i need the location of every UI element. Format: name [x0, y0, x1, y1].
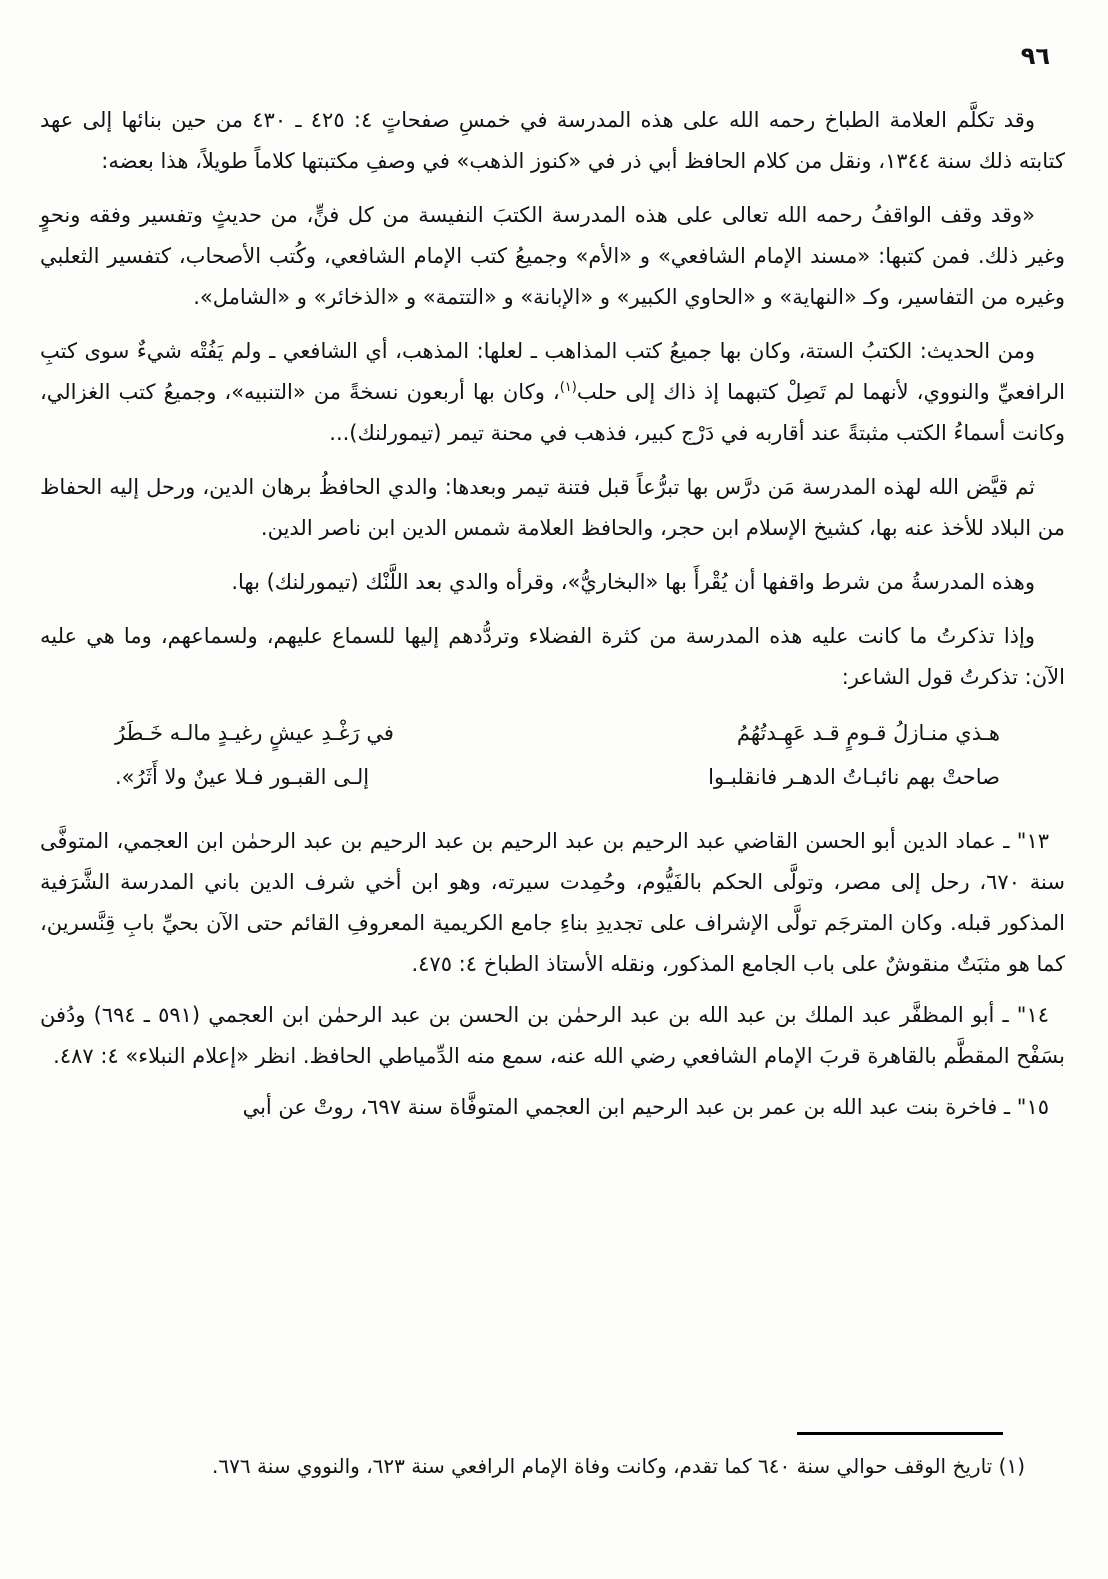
paragraph-remembrance: وإذا تذكرتُ ما كانت عليه هذه المدرسة من كثرة الفضلاء وتردُّدهم إليها للسماع عليهم، ولسماعهم، وما هي عليه الآن: تذكرتُ قول الشاعر:	[40, 624, 1065, 689]
bottom-footnote-text: تاريخ الوقف حوالي سنة ٦٤٠ كما تقدم، وكانت وفاة الإمام الرافعي سنة ٦٢٣، والنووي سنة ٦٧٦.	[212, 1454, 993, 1478]
footnote-separator-rule	[797, 1432, 1003, 1435]
page-number: ٩٦	[1020, 42, 1050, 70]
paragraph-tabbakh-intro: وقد تكلَّم العلامة الطباخ رحمه الله على هذه المدرسة في خمسِ صفحاتٍ ٤: ٤٢٥ ـ ٤٣٠ من حين بنائها إلى عهد كتابته ذلك سنة ١٣٤٤، ونقل من كلام الحافظ أبي ذر في «كنوز الذهب» في وصفِ مكتبتها كلاماً طويلاً، هذا بعضه:	[40, 108, 1065, 173]
paragraph-hadith-books	[40, 331, 1065, 454]
verse-1-left-hemistich: في رَغْـدِ عيشٍ رغيـدٍ مالـه خَـطَرُ	[115, 721, 394, 745]
poem-verse-1	[115, 711, 1000, 755]
page-footnote-area	[40, 1432, 1065, 1483]
note-13	[40, 821, 1065, 985]
paragraph-teachers: ثم قيَّض الله لهذه المدرسة مَن درَّس بها تبرُّعاً قبل فتنة تيمر وبعدها: والدي الحافظُ برهان الدين، ورحل إليه الحفاظ من البلاد للأخذ عنه بها، كشيخ الإسلام ابن حجر، والحافظ العلامة شمس الدين ابن ناصر الدين.	[40, 475, 1065, 540]
bottom-footnote	[40, 1449, 1065, 1483]
note-14	[40, 995, 1065, 1077]
footnote-reference-1: (١)	[559, 380, 577, 395]
paragraph-bukhari-condition: وهذه المدرسةُ من شرط واقفها أن يُقْرأَ بها «البخاريُّ»، وقرأه والدي بعد اللَّنْك (تيمورلنك) بها.	[231, 570, 1035, 594]
paragraph-text-before-footnote-ref: ومن الحديث: الكتبُ الستة، وكان بها جميعُ كتب المذاهب ـ لعلها: المذهب، أي الشافعي ـ ولم يَفُتْه شيءٌ سوى كتبِ الرافعيِّ والنووي، لأنهما لم تَصِلْ كتبهما إذ ذاك إلى حلب	[40, 339, 1065, 404]
verse-1-right-hemistich: هـذي منـازلُ قـومٍ قـد عَهِـدتُهُمُ	[736, 721, 1000, 745]
bottom-footnote-marker: (١)	[998, 1454, 1025, 1478]
verse-2-right-hemistich: صاحتْ بهم نائبـاتُ الدهـر فانقلبـوا	[708, 765, 1000, 789]
note-15	[40, 1087, 1065, 1128]
note-13-text: ـ عماد الدين أبو الحسن القاضي عبد الرحيم بن عبد الرحيم بن عبد الرحيم بن عبد الرحمٰن ابن العجمي، المتوفَّى سنة ٦٧٠، رحل إلى مصر، وتولَّى الحكم بالفَيُّوم، وحُمِدت سيرته، وهو ابن أخي شرف الدين باني المدرسة الشَّرَفية المذكور قبله. وكان المترجَم تولَّى الإشراف على تجديدِ بناءِ جامع الكريمية المعروفِ القائم حتى الآن بحيِّ بابِ قِنَّسرين، كما هو مثبَتٌ منقوشٌ على باب الجامع المذكور، ونقله الأستاذ الطباخ ٤: ٤٧٥.	[40, 829, 1065, 976]
paragraph-waqf-books: «وقد وقف الواقفُ رحمه الله تعالى على هذه المدرسة الكتبَ النفيسة من كل فنٍّ، من حديثٍ وتفسير وفقه ونحوٍ وغير ذلك. فمن كتبها: «مسند الإمام الشافعي» و «الأم» وجميعُ كتب الإمام الشافعي، وكُتب الأصحاب، كتفسير الثعلبي وغيره من التفاسير، وكـ «النهاية» و «الحاوي الكبير» و «الإبانة» و «التتمة» و «الذخائر» و «الشامل».	[40, 203, 1065, 309]
note-15-text: ـ فاخرة بنت عبد الله بن عمر بن عبد الرحيم ابن العجمي المتوفَّاة سنة ٦٩٧، روتْ عن أبي	[242, 1095, 1011, 1119]
note-14-text: ـ أبو المظفَّر عبد الملك بن عبد الله بن عبد الرحمٰن بن الحسن بن عبد الرحمٰن ابن العجمي (٥٩١ ـ ٦٩٤) ودُفن بسَفْح المقطَّم بالقاهرة قربَ الإمام الشافعي رضي الله عنه، سمع منه الدِّمياطي الحافظ. انظر «إعلام النبلاء» ٤: ٤٨٧.	[40, 1003, 1065, 1068]
note-14-marker: ١٤"	[1016, 1003, 1049, 1027]
poem	[115, 711, 1000, 799]
biographical-notes	[40, 821, 1065, 1128]
paragraph-text-after-footnote-ref: ، وكان بها أربعون نسخةً من «التنبيه»، وجميعُ كتب الغزالي، وكانت أسماءُ الكتب مثبتةً عند أقاربه في دَرْج كبير، فذهب في محنة تيمر (تيمورلنك)...	[40, 380, 1065, 445]
note-15-marker: ١٥"	[1016, 1095, 1049, 1119]
verse-2-left-hemistich: إلـى القبـور فـلا عينٌ ولا أَثَرُ».	[115, 765, 370, 789]
body-text	[40, 100, 1065, 1128]
poem-verse-2	[115, 755, 1000, 799]
note-13-marker: ١٣"	[1016, 829, 1049, 853]
